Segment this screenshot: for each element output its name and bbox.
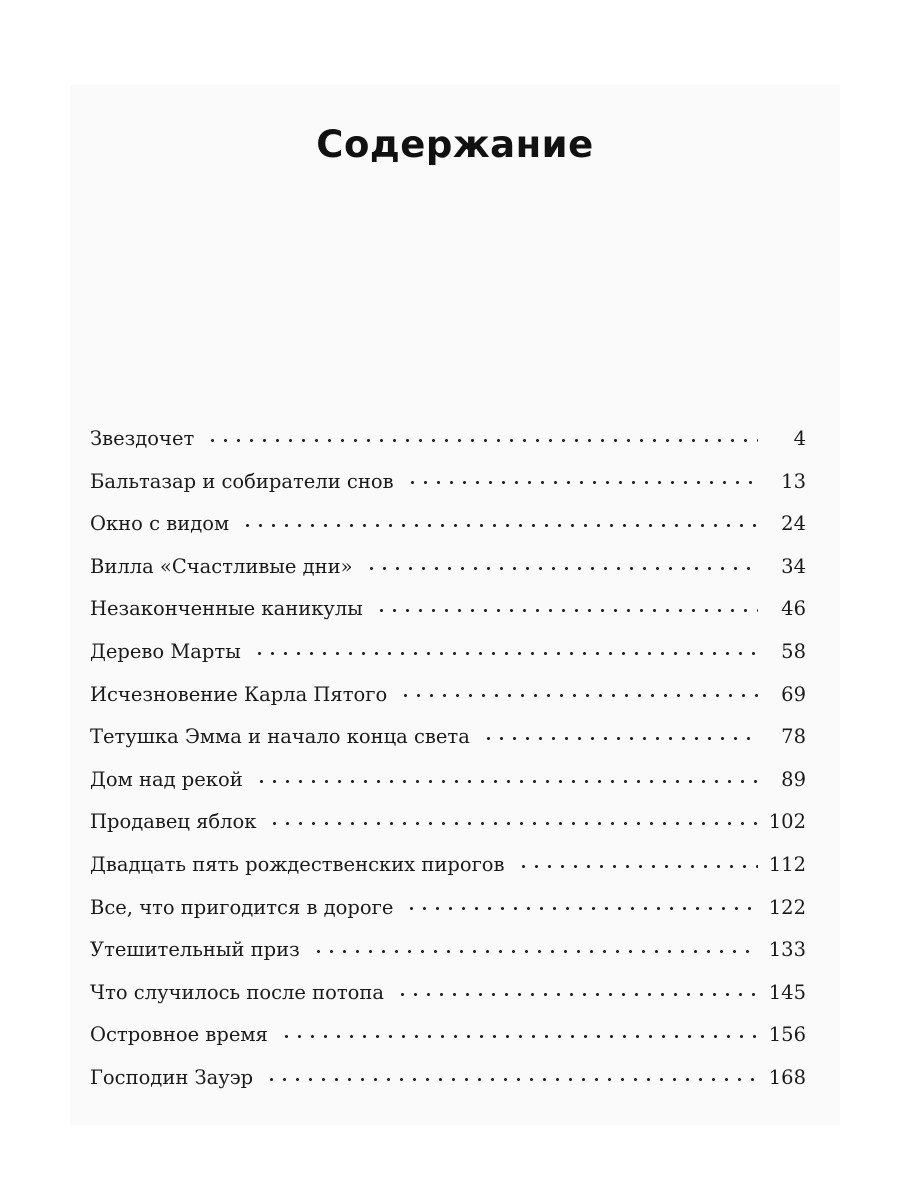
table-of-contents <box>90 418 806 1100</box>
toc-entry <box>90 844 806 887</box>
toc-entry <box>90 674 806 717</box>
toc-entry-title: Звездочет <box>90 427 195 450</box>
toc-entry <box>90 418 806 461</box>
toc-entry-title: Двадцать пять рождественских пирогов <box>90 852 505 876</box>
toc-entry <box>90 588 806 631</box>
toc-entry-page: 69 <box>781 682 806 706</box>
dot-leader <box>405 906 758 911</box>
toc-entry-title: Бальтазар и собиратели снов <box>90 469 394 493</box>
toc-entry-page: 112 <box>768 852 806 876</box>
toc-entry <box>90 929 806 972</box>
toc-entry <box>90 1057 806 1100</box>
dot-leader <box>365 566 758 571</box>
toc-entry <box>90 1014 806 1057</box>
toc-entry-page: 24 <box>781 512 806 536</box>
toc-entry <box>90 887 806 930</box>
dot-leader <box>265 1077 758 1082</box>
toc-entry-title: Дом над рекой <box>90 767 243 791</box>
toc-entry-page: 34 <box>781 554 806 578</box>
toc-entry-title: Дерево Марты <box>90 639 241 663</box>
dot-leader <box>312 949 758 954</box>
toc-entry-page: 133 <box>768 938 806 962</box>
dot-leader <box>482 736 758 741</box>
toc-entry-title: Окно с видом <box>90 512 230 536</box>
toc-entry-page: 102 <box>768 810 806 834</box>
toc-entry-title: Островное время <box>90 1023 268 1047</box>
dot-leader <box>280 1034 758 1039</box>
toc-entry <box>90 461 806 504</box>
toc-entry-title: Все, что пригодится в дороге <box>90 895 394 919</box>
dot-leader <box>406 480 758 485</box>
dot-leader <box>396 992 758 997</box>
toc-entry-page: 145 <box>768 980 806 1004</box>
dot-leader <box>255 779 758 784</box>
toc-entry-page: 46 <box>781 597 806 621</box>
toc-entry <box>90 546 806 589</box>
toc-entry-page: 13 <box>781 469 806 493</box>
toc-entry-page: 89 <box>781 767 806 791</box>
dot-leader <box>399 693 758 698</box>
dot-leader <box>253 651 758 656</box>
toc-entry-page: 168 <box>768 1065 806 1089</box>
toc-entry-title: Господин Зауэр <box>90 1065 254 1089</box>
toc-entry-title: Тетушка Эмма и начало конца света <box>90 725 470 749</box>
toc-entry <box>90 716 806 759</box>
dot-leader <box>268 821 758 826</box>
dot-leader <box>241 523 758 528</box>
toc-entry-page: 122 <box>768 895 806 919</box>
toc-entry-title: Продавец яблок <box>90 810 257 834</box>
toc-entry-page: 4 <box>793 427 806 450</box>
page-title: Содержание <box>316 123 594 166</box>
toc-entry-title: Вилла «Счастливые дни» <box>90 554 353 578</box>
toc-entry-title: Что случилось после потопа <box>90 980 385 1004</box>
toc-entry-title: Исчезновение Карла Пятого <box>90 682 388 706</box>
toc-entry-page: 78 <box>781 725 806 749</box>
toc-entry-page: 156 <box>768 1023 806 1047</box>
toc-entry <box>90 801 806 844</box>
toc-entry <box>90 759 806 802</box>
toc-entry-title: Утешительный приз <box>90 938 300 962</box>
toc-entry-page: 58 <box>781 639 806 663</box>
toc-entry-title: Незаконченные каникулы <box>90 597 363 621</box>
toc-entry <box>90 503 806 546</box>
dot-leader <box>517 864 758 869</box>
toc-entry <box>90 631 806 674</box>
toc-entry <box>90 972 806 1015</box>
book-page <box>70 85 840 1125</box>
dot-leader <box>375 608 758 613</box>
dot-leader <box>206 438 758 443</box>
